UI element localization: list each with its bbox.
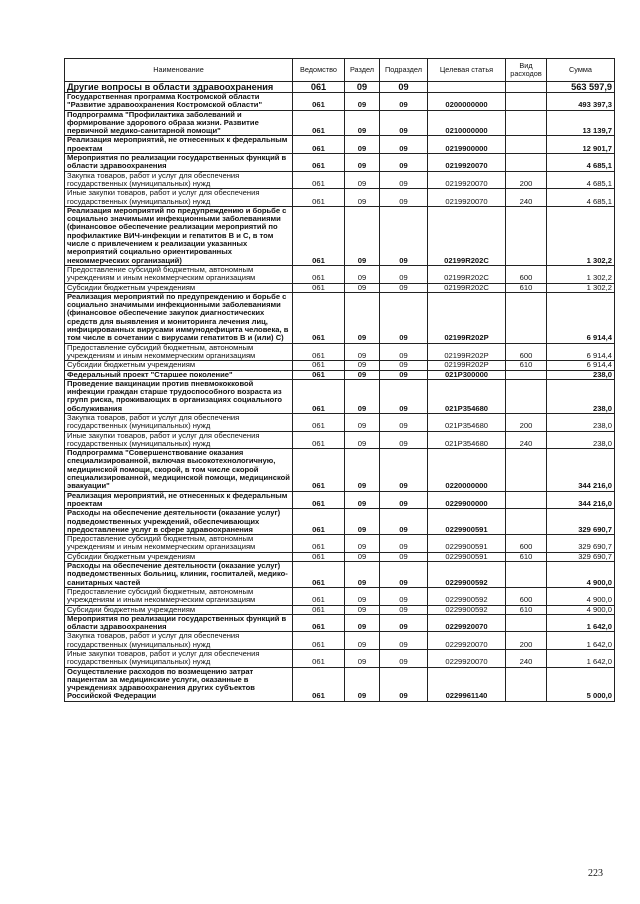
cell-vr: 240 xyxy=(506,650,547,668)
cell-name: Мероприятия по реализации государственных функций в области здравоохранения xyxy=(65,614,293,632)
cell-vr: 610 xyxy=(506,361,547,370)
cell-sum: 1 302,2 xyxy=(547,283,615,292)
header-sum: Сумма xyxy=(547,59,615,82)
cell-podrazdel: 09 xyxy=(380,206,428,265)
budget-table-sheet xyxy=(64,58,614,702)
cell-razdel: 09 xyxy=(345,535,380,553)
cell-ved: 061 xyxy=(293,413,345,431)
header-vr: Вид расходов xyxy=(506,59,547,82)
cell-podrazdel: 09 xyxy=(380,283,428,292)
cell-podrazdel: 09 xyxy=(380,189,428,207)
cell-vr: 600 xyxy=(506,343,547,361)
table-row xyxy=(65,82,615,93)
cell-ved: 061 xyxy=(293,206,345,265)
cell-podrazdel: 09 xyxy=(380,667,428,701)
table-row xyxy=(65,614,615,632)
table-row xyxy=(65,265,615,283)
cell-ved: 061 xyxy=(293,361,345,370)
cell-vr xyxy=(506,614,547,632)
table-row xyxy=(65,171,615,189)
cell-razdel: 09 xyxy=(345,562,380,588)
header-razdel: Раздел xyxy=(345,59,380,82)
table-row xyxy=(65,587,615,605)
table-row xyxy=(65,136,615,154)
cell-name: Иные закупки товаров, работ и услуг для обеспечения государственных (муниципальных) нужд xyxy=(65,189,293,207)
cell-sum: 563 597,9 xyxy=(547,82,615,93)
table-row xyxy=(65,413,615,431)
cell-cs: 0229900000 xyxy=(428,491,506,509)
cell-vr: 610 xyxy=(506,552,547,561)
table-row xyxy=(65,379,615,413)
cell-podrazdel: 09 xyxy=(380,449,428,491)
cell-podrazdel: 09 xyxy=(380,587,428,605)
cell-name: Иные закупки товаров, работ и услуг для обеспечения государственных (муниципальных) нужд xyxy=(65,650,293,668)
cell-razdel: 09 xyxy=(345,587,380,605)
cell-razdel: 09 xyxy=(345,206,380,265)
cell-podrazdel: 09 xyxy=(380,413,428,431)
cell-vr xyxy=(506,136,547,154)
cell-podrazdel: 09 xyxy=(380,361,428,370)
cell-razdel: 09 xyxy=(345,82,380,93)
cell-name: Подпрограмма "Профилактика заболеваний и формирование здорового образа жизни. Развитие первичной медико-санитарной помощи" xyxy=(65,110,293,136)
cell-podrazdel: 09 xyxy=(380,343,428,361)
cell-sum: 1 642,0 xyxy=(547,632,615,650)
cell-sum: 13 139,7 xyxy=(547,110,615,136)
cell-podrazdel: 09 xyxy=(380,614,428,632)
cell-razdel: 09 xyxy=(345,413,380,431)
cell-razdel: 09 xyxy=(345,632,380,650)
cell-razdel: 09 xyxy=(345,343,380,361)
cell-razdel: 09 xyxy=(345,110,380,136)
cell-name: Предоставление субсидий бюджетным, автономным учреждениям и иным некоммерческим организациям xyxy=(65,265,293,283)
cell-sum: 238,0 xyxy=(547,413,615,431)
cell-vr xyxy=(506,292,547,343)
cell-ved: 061 xyxy=(293,82,345,93)
cell-vr: 240 xyxy=(506,431,547,449)
cell-razdel: 09 xyxy=(345,650,380,668)
cell-razdel: 09 xyxy=(345,379,380,413)
cell-vr: 610 xyxy=(506,605,547,614)
cell-ved: 061 xyxy=(293,93,345,111)
cell-ved: 061 xyxy=(293,379,345,413)
cell-cs: 0229900592 xyxy=(428,562,506,588)
cell-razdel: 09 xyxy=(345,292,380,343)
cell-ved: 061 xyxy=(293,587,345,605)
cell-sum: 4 685,1 xyxy=(547,171,615,189)
cell-ved: 061 xyxy=(293,171,345,189)
cell-podrazdel: 09 xyxy=(380,154,428,172)
cell-sum: 1 642,0 xyxy=(547,650,615,668)
cell-cs: 0229900591 xyxy=(428,552,506,561)
cell-razdel: 09 xyxy=(345,136,380,154)
cell-sum: 238,0 xyxy=(547,370,615,379)
table-row xyxy=(65,449,615,491)
cell-vr: 200 xyxy=(506,413,547,431)
cell-razdel: 09 xyxy=(345,614,380,632)
cell-ved: 061 xyxy=(293,189,345,207)
cell-ved: 061 xyxy=(293,265,345,283)
cell-cs: 0229900591 xyxy=(428,509,506,535)
cell-podrazdel: 09 xyxy=(380,292,428,343)
cell-vr xyxy=(506,93,547,111)
page-number: 223 xyxy=(588,868,603,879)
cell-ved: 061 xyxy=(293,431,345,449)
cell-sum: 344 216,0 xyxy=(547,491,615,509)
cell-sum: 329 690,7 xyxy=(547,535,615,553)
cell-podrazdel: 09 xyxy=(380,93,428,111)
cell-podrazdel: 09 xyxy=(380,82,428,93)
cell-razdel: 09 xyxy=(345,93,380,111)
cell-razdel: 09 xyxy=(345,449,380,491)
cell-cs: 02199R202P xyxy=(428,292,506,343)
cell-vr xyxy=(506,154,547,172)
cell-ved: 061 xyxy=(293,667,345,701)
table-row xyxy=(65,154,615,172)
cell-sum: 1 302,2 xyxy=(547,265,615,283)
table-row xyxy=(65,562,615,588)
table-row xyxy=(65,667,615,701)
cell-vr xyxy=(506,509,547,535)
cell-razdel: 09 xyxy=(345,154,380,172)
cell-cs xyxy=(428,82,506,93)
cell-name: Субсидии бюджетным учреждениям xyxy=(65,283,293,292)
cell-cs: 0200000000 xyxy=(428,93,506,111)
cell-cs: 02199R202C xyxy=(428,265,506,283)
cell-vr: 200 xyxy=(506,171,547,189)
cell-ved: 061 xyxy=(293,509,345,535)
cell-name: Субсидии бюджетным учреждениям xyxy=(65,605,293,614)
table-row xyxy=(65,491,615,509)
cell-ved: 061 xyxy=(293,449,345,491)
cell-sum: 4 685,1 xyxy=(547,189,615,207)
cell-sum: 329 690,7 xyxy=(547,509,615,535)
cell-ved: 061 xyxy=(293,562,345,588)
cell-name: Расходы на обеспечение деятельности (оказание услуг) подведомственных учреждений, обеспечивающих предоставление услуг в сфере здравоохранения xyxy=(65,509,293,535)
cell-podrazdel: 09 xyxy=(380,379,428,413)
cell-vr: 600 xyxy=(506,265,547,283)
cell-ved: 061 xyxy=(293,605,345,614)
cell-podrazdel: 09 xyxy=(380,535,428,553)
cell-razdel: 09 xyxy=(345,361,380,370)
table-row xyxy=(65,509,615,535)
cell-razdel: 09 xyxy=(345,605,380,614)
cell-vr: 600 xyxy=(506,587,547,605)
cell-podrazdel: 09 xyxy=(380,171,428,189)
cell-name: Реализация мероприятий по предупреждению и борьбе с социально значимыми инфекционными заболеваниями (финансовое обеспечение закупок диагностических средств для выявления и мониторинга лечения лиц, инфицированных вирусами иммунодефицита человека, в том числе в сочетании с вирусами гепатитов В и (или) С) xyxy=(65,292,293,343)
cell-ved: 061 xyxy=(293,491,345,509)
cell-name: Закупка товаров, работ и услуг для обеспечения государственных (муниципальных) нужд xyxy=(65,171,293,189)
table-row xyxy=(65,283,615,292)
cell-cs: 02199R202C xyxy=(428,206,506,265)
table-row xyxy=(65,370,615,379)
cell-sum: 344 216,0 xyxy=(547,449,615,491)
cell-podrazdel: 09 xyxy=(380,509,428,535)
header-name: Наименование xyxy=(65,59,293,82)
table-row xyxy=(65,552,615,561)
cell-name: Реализация мероприятий, не отнесенных к федеральным проектам xyxy=(65,491,293,509)
cell-vr: 240 xyxy=(506,189,547,207)
cell-sum: 238,0 xyxy=(547,379,615,413)
table-row xyxy=(65,431,615,449)
cell-podrazdel: 09 xyxy=(380,552,428,561)
header-ved: Ведомство xyxy=(293,59,345,82)
cell-cs: 0219900000 xyxy=(428,136,506,154)
cell-cs: 021P354680 xyxy=(428,413,506,431)
cell-vr xyxy=(506,110,547,136)
cell-cs: 0229920070 xyxy=(428,632,506,650)
cell-ved: 061 xyxy=(293,110,345,136)
cell-razdel: 09 xyxy=(345,667,380,701)
table-row xyxy=(65,206,615,265)
cell-sum: 1 642,0 xyxy=(547,614,615,632)
cell-vr xyxy=(506,379,547,413)
cell-vr xyxy=(506,491,547,509)
table-row xyxy=(65,535,615,553)
budget-table xyxy=(64,58,615,702)
table-row xyxy=(65,605,615,614)
cell-sum: 6 914,4 xyxy=(547,292,615,343)
cell-cs: 02199R202P xyxy=(428,343,506,361)
cell-cs: 0229920070 xyxy=(428,650,506,668)
cell-podrazdel: 09 xyxy=(380,605,428,614)
cell-vr: 610 xyxy=(506,283,547,292)
cell-razdel: 09 xyxy=(345,491,380,509)
table-row xyxy=(65,343,615,361)
cell-ved: 061 xyxy=(293,292,345,343)
cell-podrazdel: 09 xyxy=(380,632,428,650)
cell-ved: 061 xyxy=(293,343,345,361)
cell-sum: 12 901,7 xyxy=(547,136,615,154)
cell-cs: 021P354680 xyxy=(428,379,506,413)
table-row xyxy=(65,292,615,343)
cell-podrazdel: 09 xyxy=(380,431,428,449)
cell-vr: 600 xyxy=(506,535,547,553)
cell-razdel: 09 xyxy=(345,189,380,207)
cell-sum: 4 685,1 xyxy=(547,154,615,172)
cell-name: Федеральный проект "Старшее поколение" xyxy=(65,370,293,379)
cell-ved: 061 xyxy=(293,370,345,379)
header-podrazdel: Подраздел xyxy=(380,59,428,82)
table-row xyxy=(65,110,615,136)
cell-ved: 061 xyxy=(293,136,345,154)
cell-sum: 1 302,2 xyxy=(547,206,615,265)
cell-podrazdel: 09 xyxy=(380,110,428,136)
cell-cs: 0210000000 xyxy=(428,110,506,136)
cell-podrazdel: 09 xyxy=(380,562,428,588)
cell-name: Расходы на обеспечение деятельности (оказание услуг) подведомственных больниц, клиник, госпиталей, медико-санитарных частей xyxy=(65,562,293,588)
cell-cs: 0220000000 xyxy=(428,449,506,491)
cell-ved: 061 xyxy=(293,535,345,553)
cell-name: Субсидии бюджетным учреждениям xyxy=(65,552,293,561)
cell-sum: 238,0 xyxy=(547,431,615,449)
cell-razdel: 09 xyxy=(345,431,380,449)
cell-vr xyxy=(506,667,547,701)
cell-name: Проведение вакцинации против пневмококковой инфекции граждан старше трудоспособного возраста из групп риска, проживающих в организациях социального обслуживания xyxy=(65,379,293,413)
cell-sum: 493 397,3 xyxy=(547,93,615,111)
cell-name: Иные закупки товаров, работ и услуг для обеспечения государственных (муниципальных) нужд xyxy=(65,431,293,449)
cell-name: Осуществление расходов по возмещению затрат пациентам за медицинские услуги, оказанные в учреждениях здравоохранения других субъектов Российской Федерации xyxy=(65,667,293,701)
cell-name: Мероприятия по реализации государственных функций в области здравоохранения xyxy=(65,154,293,172)
table-row xyxy=(65,632,615,650)
cell-ved: 061 xyxy=(293,283,345,292)
cell-cs: 0219920070 xyxy=(428,154,506,172)
cell-name: Субсидии бюджетным учреждениям xyxy=(65,361,293,370)
cell-name: Реализация мероприятий по предупреждению и борьбе с социально значимыми инфекционными заболеваниями (финансовое обеспечение реализации мероприятий по профилактике ВИЧ-инфекции и гепатитов В и С, в том числе с привлечением к реализации указанных мероприятий социально ориентированных некоммерческих организаций) xyxy=(65,206,293,265)
cell-ved: 061 xyxy=(293,650,345,668)
cell-name: Закупка товаров, работ и услуг для обеспечения государственных (муниципальных) нужд xyxy=(65,632,293,650)
cell-vr xyxy=(506,206,547,265)
cell-razdel: 09 xyxy=(345,552,380,561)
cell-cs: 02199R202P xyxy=(428,361,506,370)
cell-name: Предоставление субсидий бюджетным, автономным учреждениям и иным некоммерческим организациям xyxy=(65,587,293,605)
cell-cs: 0229900592 xyxy=(428,605,506,614)
cell-sum: 329 690,7 xyxy=(547,552,615,561)
cell-sum: 4 900,0 xyxy=(547,587,615,605)
cell-name: Государственная программа Костромской области "Развитие здравоохранения Костромской области" xyxy=(65,93,293,111)
cell-name: Предоставление субсидий бюджетным, автономным учреждениям и иным некоммерческим организациям xyxy=(65,343,293,361)
cell-cs: 021P300000 xyxy=(428,370,506,379)
cell-name: Предоставление субсидий бюджетным, автономным учреждениям и иным некоммерческим организациям xyxy=(65,535,293,553)
cell-cs: 0229961140 xyxy=(428,667,506,701)
cell-podrazdel: 09 xyxy=(380,491,428,509)
cell-razdel: 09 xyxy=(345,265,380,283)
cell-name: Закупка товаров, работ и услуг для обеспечения государственных (муниципальных) нужд xyxy=(65,413,293,431)
cell-ved: 061 xyxy=(293,552,345,561)
table-row xyxy=(65,650,615,668)
cell-vr xyxy=(506,82,547,93)
cell-name: Другие вопросы в области здравоохранения xyxy=(65,82,293,93)
cell-name: Реализация мероприятий, не отнесенных к федеральным проектам xyxy=(65,136,293,154)
table-row xyxy=(65,361,615,370)
cell-podrazdel: 09 xyxy=(380,136,428,154)
cell-cs: 0229900592 xyxy=(428,587,506,605)
cell-podrazdel: 09 xyxy=(380,370,428,379)
cell-ved: 061 xyxy=(293,632,345,650)
cell-cs: 0229900591 xyxy=(428,535,506,553)
table-row xyxy=(65,93,615,111)
table-row xyxy=(65,189,615,207)
cell-cs: 0229920070 xyxy=(428,614,506,632)
cell-cs: 021P354680 xyxy=(428,431,506,449)
cell-cs: 02199R202C xyxy=(428,283,506,292)
header-cs: Целевая статья xyxy=(428,59,506,82)
cell-cs: 0219920070 xyxy=(428,171,506,189)
cell-sum: 6 914,4 xyxy=(547,343,615,361)
cell-vr: 200 xyxy=(506,632,547,650)
cell-sum: 4 900,0 xyxy=(547,605,615,614)
cell-razdel: 09 xyxy=(345,283,380,292)
cell-razdel: 09 xyxy=(345,370,380,379)
table-header-row xyxy=(65,59,615,82)
cell-name: Подпрограмма "Совершенствование оказания специализированной, включая высокотехнологичную, медицинской помощи, скорой, в том числе скорой специализированной, медицинской помощи, медицинской эвакуации" xyxy=(65,449,293,491)
cell-vr xyxy=(506,562,547,588)
cell-sum: 4 900,0 xyxy=(547,562,615,588)
cell-ved: 061 xyxy=(293,614,345,632)
cell-vr xyxy=(506,370,547,379)
cell-ved: 061 xyxy=(293,154,345,172)
cell-cs: 0219920070 xyxy=(428,189,506,207)
cell-razdel: 09 xyxy=(345,509,380,535)
cell-razdel: 09 xyxy=(345,171,380,189)
cell-podrazdel: 09 xyxy=(380,650,428,668)
cell-sum: 5 000,0 xyxy=(547,667,615,701)
cell-vr xyxy=(506,449,547,491)
cell-sum: 6 914,4 xyxy=(547,361,615,370)
cell-podrazdel: 09 xyxy=(380,265,428,283)
